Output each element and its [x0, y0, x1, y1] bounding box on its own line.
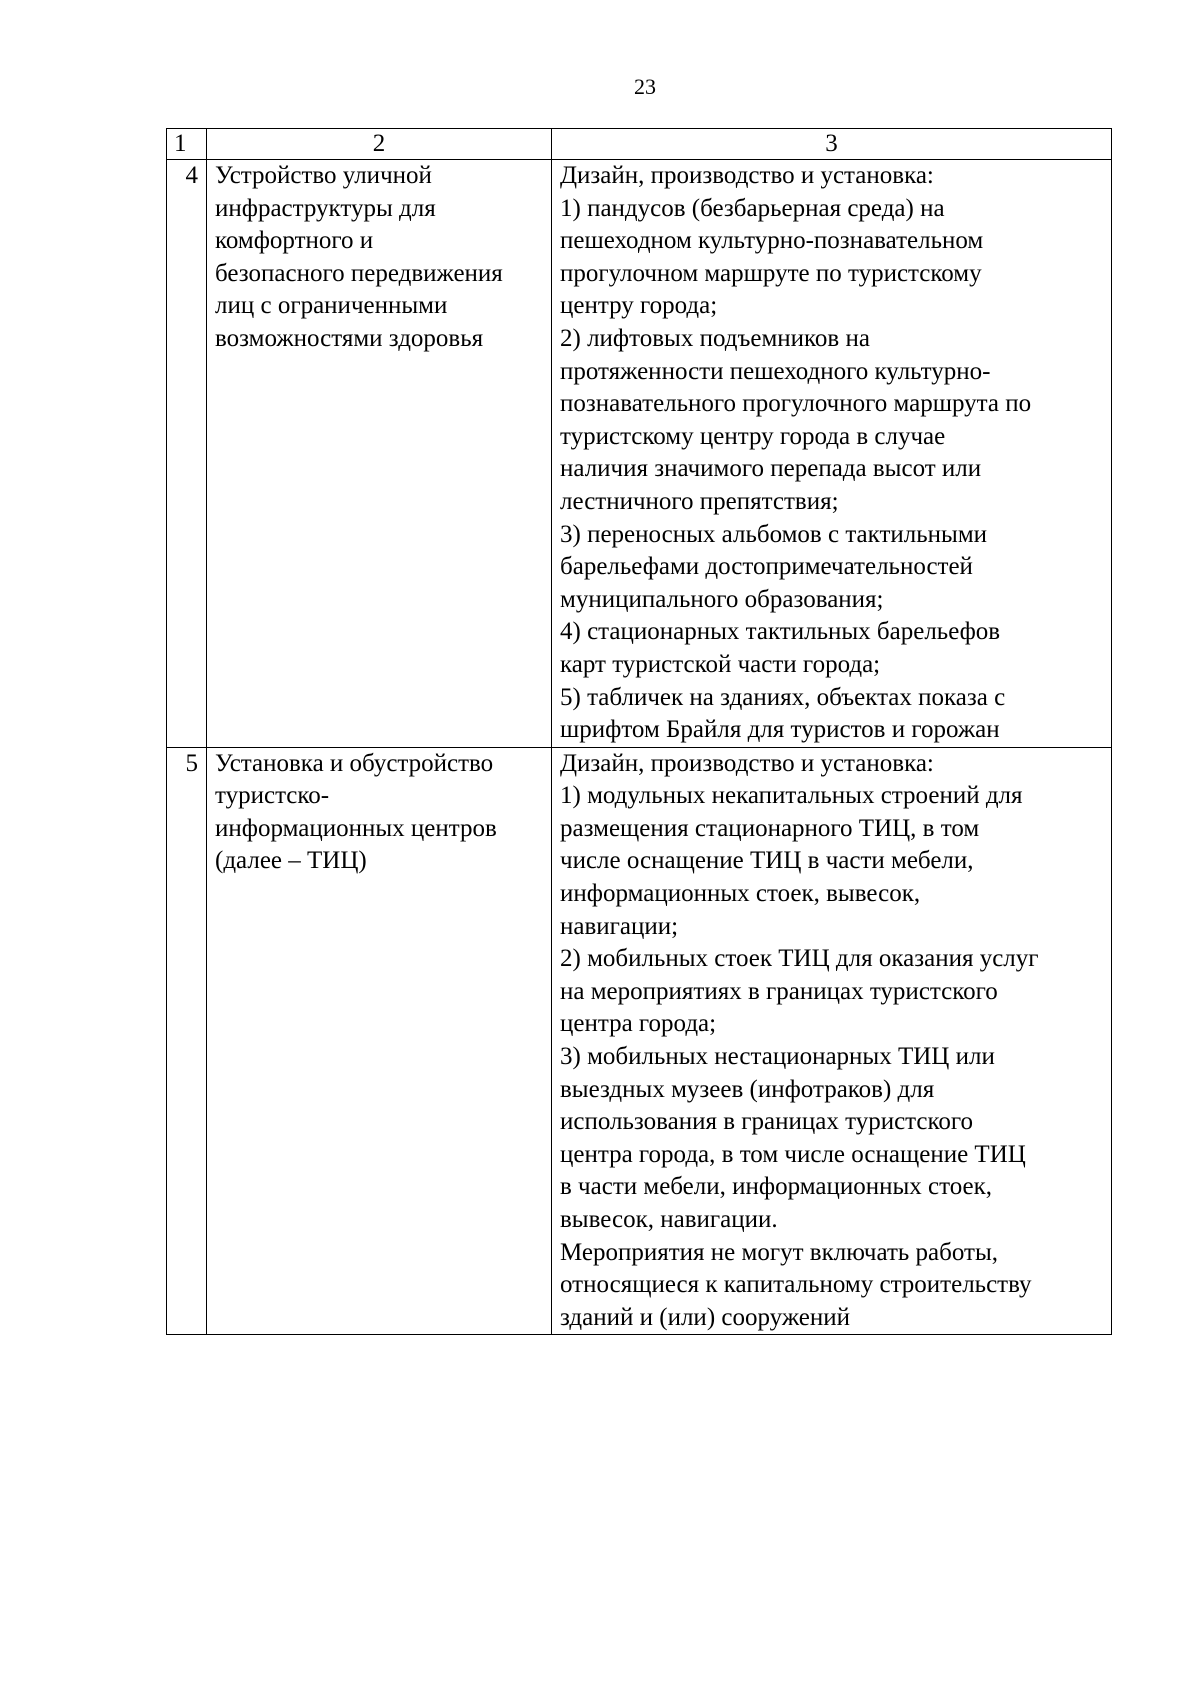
text-line: использования в границах туристского	[560, 1108, 974, 1136]
text-line: 2) мобильных стоек ТИЦ для оказания услуг	[560, 945, 1039, 973]
text-line: безопасного передвижения	[215, 259, 503, 287]
measure-description	[552, 160, 1112, 748]
column-header-2: 2	[207, 129, 552, 160]
text-line: навигации;	[560, 912, 679, 940]
text-line: зданий и (или) сооружений	[560, 1303, 851, 1331]
table-row	[167, 747, 1112, 1335]
column-header-1: 1	[167, 129, 207, 160]
text-line: центру города;	[560, 292, 718, 320]
text-line: Дизайн, производство и установка:	[560, 162, 934, 189]
text-line: познавательного прогулочного маршрута по	[560, 390, 1032, 418]
row-number: 5	[167, 747, 207, 1335]
text-line: центра города, в том числе оснащение ТИЦ	[560, 1140, 1026, 1168]
text-line: выездных музеев (инфотраков) для	[560, 1075, 935, 1103]
measure-title	[207, 160, 552, 748]
text-line: туристско-	[215, 782, 330, 810]
text-line: инфраструктуры для	[215, 194, 436, 222]
text-line: Мероприятия не могут включать работы,	[560, 1238, 998, 1266]
text-line: лестничного препятствия;	[560, 487, 839, 515]
text-line: протяженности пешеходного культурно-	[560, 357, 991, 385]
page-number: 23	[634, 74, 656, 99]
text-line: Устройство уличной	[215, 162, 432, 189]
text-line: вывесок, навигации.	[560, 1206, 778, 1233]
text-line: наличия значимого перепада высот или	[560, 455, 982, 483]
text-line: (далее – ТИЦ)	[215, 847, 367, 875]
text-line: Дизайн, производство и установка:	[560, 749, 934, 777]
row-number: 4	[167, 160, 207, 748]
text-line: муниципального образования;	[560, 585, 884, 613]
text-line: центра города;	[560, 1010, 717, 1038]
text-line: 1) модульных некапитальных строений для	[560, 782, 1023, 810]
text-line: туристскому центру города в случае	[560, 422, 946, 450]
text-line: барельефами достопримечательностей	[560, 553, 973, 581]
text-line: в части мебели, информационных стоек,	[560, 1173, 993, 1201]
text-line: Установка и обустройство	[215, 749, 494, 777]
text-line: прогулочном маршруте по туристскому	[560, 259, 982, 287]
text-line: возможностями здоровья	[215, 324, 484, 352]
text-line: размещения стационарного ТИЦ, в том	[560, 814, 980, 842]
text-line: числе оснащение ТИЦ в части мебели,	[560, 847, 974, 875]
measure-title	[207, 747, 552, 1335]
text-line: 3) мобильных нестационарных ТИЦ или	[560, 1043, 995, 1071]
text-line: 1) пандусов (безбарьерная среда) на	[560, 194, 945, 222]
text-line: 2) лифтовых подъемников на	[560, 324, 870, 352]
column-header-3: 3	[552, 129, 1112, 160]
text-line: относящиеся к капитальному строительству	[560, 1271, 1032, 1299]
measure-description	[552, 747, 1112, 1335]
text-line: на мероприятиях в границах туристского	[560, 977, 998, 1005]
measures-table	[166, 128, 1112, 1335]
table-row	[167, 160, 1112, 748]
text-line: 5) табличек на зданиях, объектах показа с	[560, 683, 1006, 711]
text-line: пешеходном культурно-познавательном	[560, 227, 984, 255]
table-header-row	[167, 129, 1112, 160]
text-line: карт туристской части города;	[560, 650, 881, 678]
text-line: информационных центров	[215, 814, 497, 842]
text-line: 4) стационарных тактильных барельефов	[560, 618, 1001, 646]
text-line: шрифтом Брайля для туристов и горожан	[560, 716, 1000, 744]
text-line: лиц с ограниченными	[215, 292, 448, 320]
text-line: комфортного и	[215, 227, 374, 255]
text-line: информационных стоек, вывесок,	[560, 880, 921, 908]
text-line: 3) переносных альбомов с тактильными	[560, 520, 988, 548]
